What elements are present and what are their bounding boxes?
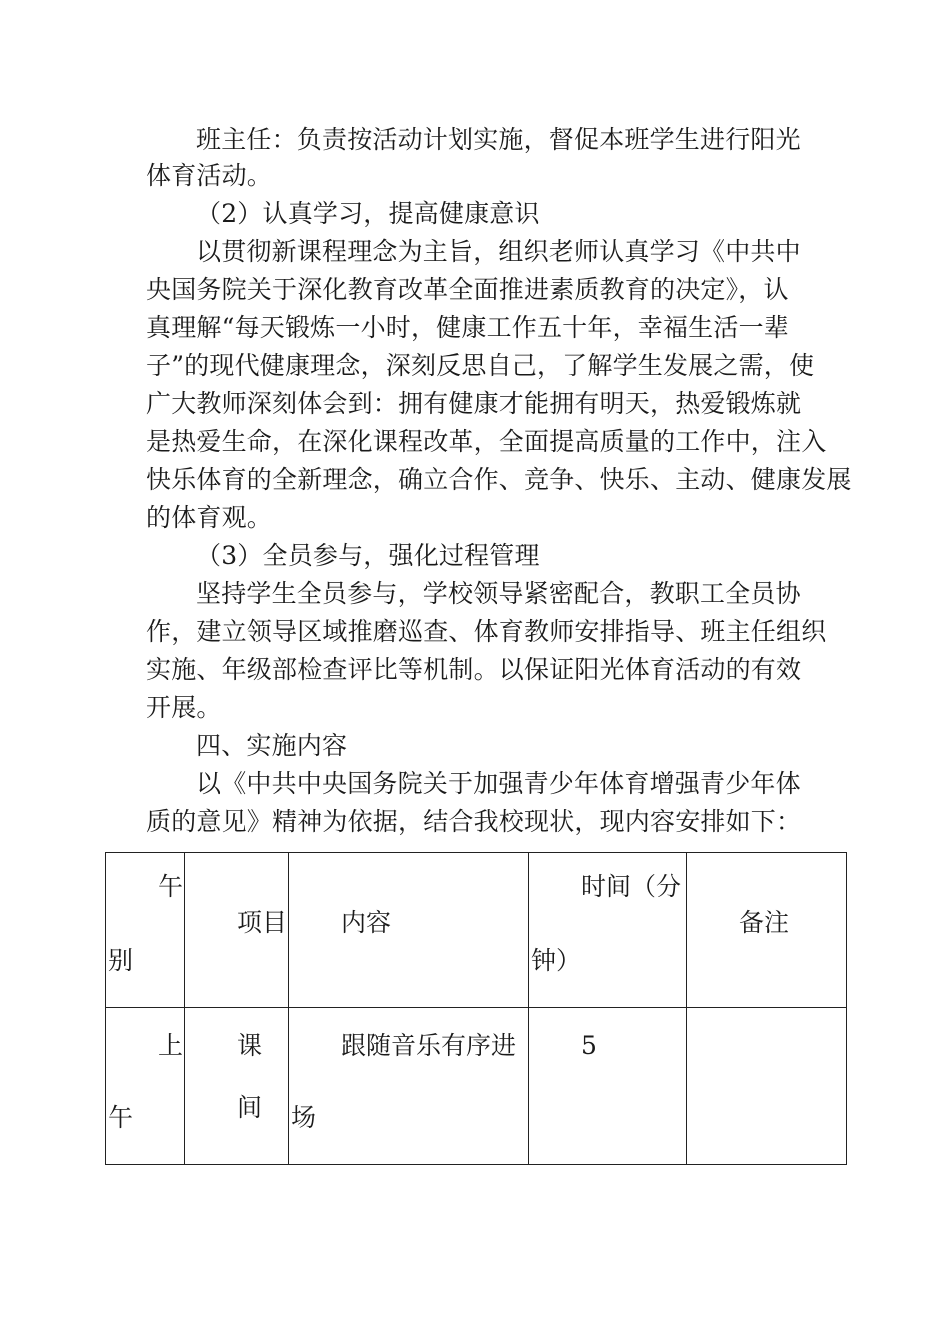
row1-cell-time bbox=[529, 1008, 687, 1165]
paragraph-line: 广大教师深刻体会到：拥有健康才能拥有明天，热爱锻炼就 bbox=[146, 389, 802, 418]
row1-time: 5 bbox=[581, 1031, 597, 1060]
row1-cell-wubie bbox=[106, 1008, 185, 1165]
row1-cell-project bbox=[185, 1008, 289, 1165]
paragraph-line: 坚持学生全员参与，学校领导紧密配合，教职工全员协 bbox=[196, 579, 801, 608]
paragraph-line: 作，建立领导区域推磨巡查、体育教师安排指导、班主任组织 bbox=[146, 617, 827, 646]
header-wubie-line1: 午 bbox=[158, 872, 184, 901]
paragraph-line: 体育活动。 bbox=[146, 161, 273, 190]
paragraph-line: 真理解“每天锻炼一小时，健康工作五十年，幸福生活一辈 bbox=[146, 313, 789, 342]
schedule-table bbox=[105, 852, 847, 1165]
header-note: 备注 bbox=[739, 908, 790, 937]
paragraph-line: 开展。 bbox=[146, 693, 222, 722]
section-heading: （3）全员参与，强化过程管理 bbox=[196, 541, 540, 570]
paragraph-line: 快乐体育的全新理念，确立合作、竞争、快乐、主动、健康发展 bbox=[146, 465, 852, 494]
paragraph-line: 以《中共中央国务院关于加强青少年体育增强青少年体 bbox=[196, 769, 801, 798]
header-cell-note bbox=[687, 853, 847, 1008]
header-cell-time bbox=[529, 853, 687, 1008]
header-cell-project bbox=[185, 853, 289, 1008]
row1-project-line2: 间 bbox=[237, 1093, 263, 1122]
row1-cell-note bbox=[687, 1008, 847, 1165]
paragraph-line: 的体育观。 bbox=[146, 503, 273, 532]
table-header-row bbox=[106, 853, 847, 1008]
row1-content-line1: 跟随音乐有序进 bbox=[341, 1031, 517, 1060]
paragraph-line: 实施、年级部检查评比等机制。以保证阳光体育活动的有效 bbox=[146, 655, 802, 684]
paragraph-line: 央国务院关于深化教育改革全面推进素质教育的决定》，认 bbox=[146, 275, 789, 304]
header-content: 内容 bbox=[341, 908, 392, 937]
header-cell-wubie bbox=[106, 853, 185, 1008]
section-heading: （2）认真学习，提高健康意识 bbox=[196, 199, 540, 228]
paragraph-line: 以贯彻新课程理念为主旨，组织老师认真学习《中共中 bbox=[196, 237, 801, 266]
row1-wubie-line2: 午 bbox=[108, 1103, 134, 1132]
section-heading: 四、实施内容 bbox=[196, 731, 348, 760]
table-row bbox=[106, 1008, 847, 1165]
header-project: 项目 bbox=[237, 908, 288, 937]
paragraph-line: 子”的现代健康理念，深刻反思自己，了解学生发展之需，使 bbox=[146, 351, 815, 380]
row1-project-line1: 课 bbox=[237, 1031, 263, 1060]
header-time-line2: 钟） bbox=[531, 946, 582, 975]
header-time-line1: 时间（分 bbox=[581, 872, 682, 901]
paragraph-line: 班主任：负责按活动计划实施，督促本班学生进行阳光 bbox=[196, 125, 801, 154]
paragraph-line: 质的意见》精神为依据，结合我校现状，现内容安排如下： bbox=[146, 807, 802, 836]
paragraph-line: 是热爱生命，在深化课程改革，全面提高质量的工作中，注入 bbox=[146, 427, 827, 456]
row1-content-line2: 场 bbox=[291, 1103, 317, 1132]
row1-cell-content bbox=[289, 1008, 529, 1165]
row1-wubie-line1: 上 bbox=[158, 1031, 184, 1060]
header-cell-content bbox=[289, 853, 529, 1008]
header-wubie-line2: 别 bbox=[108, 946, 134, 975]
